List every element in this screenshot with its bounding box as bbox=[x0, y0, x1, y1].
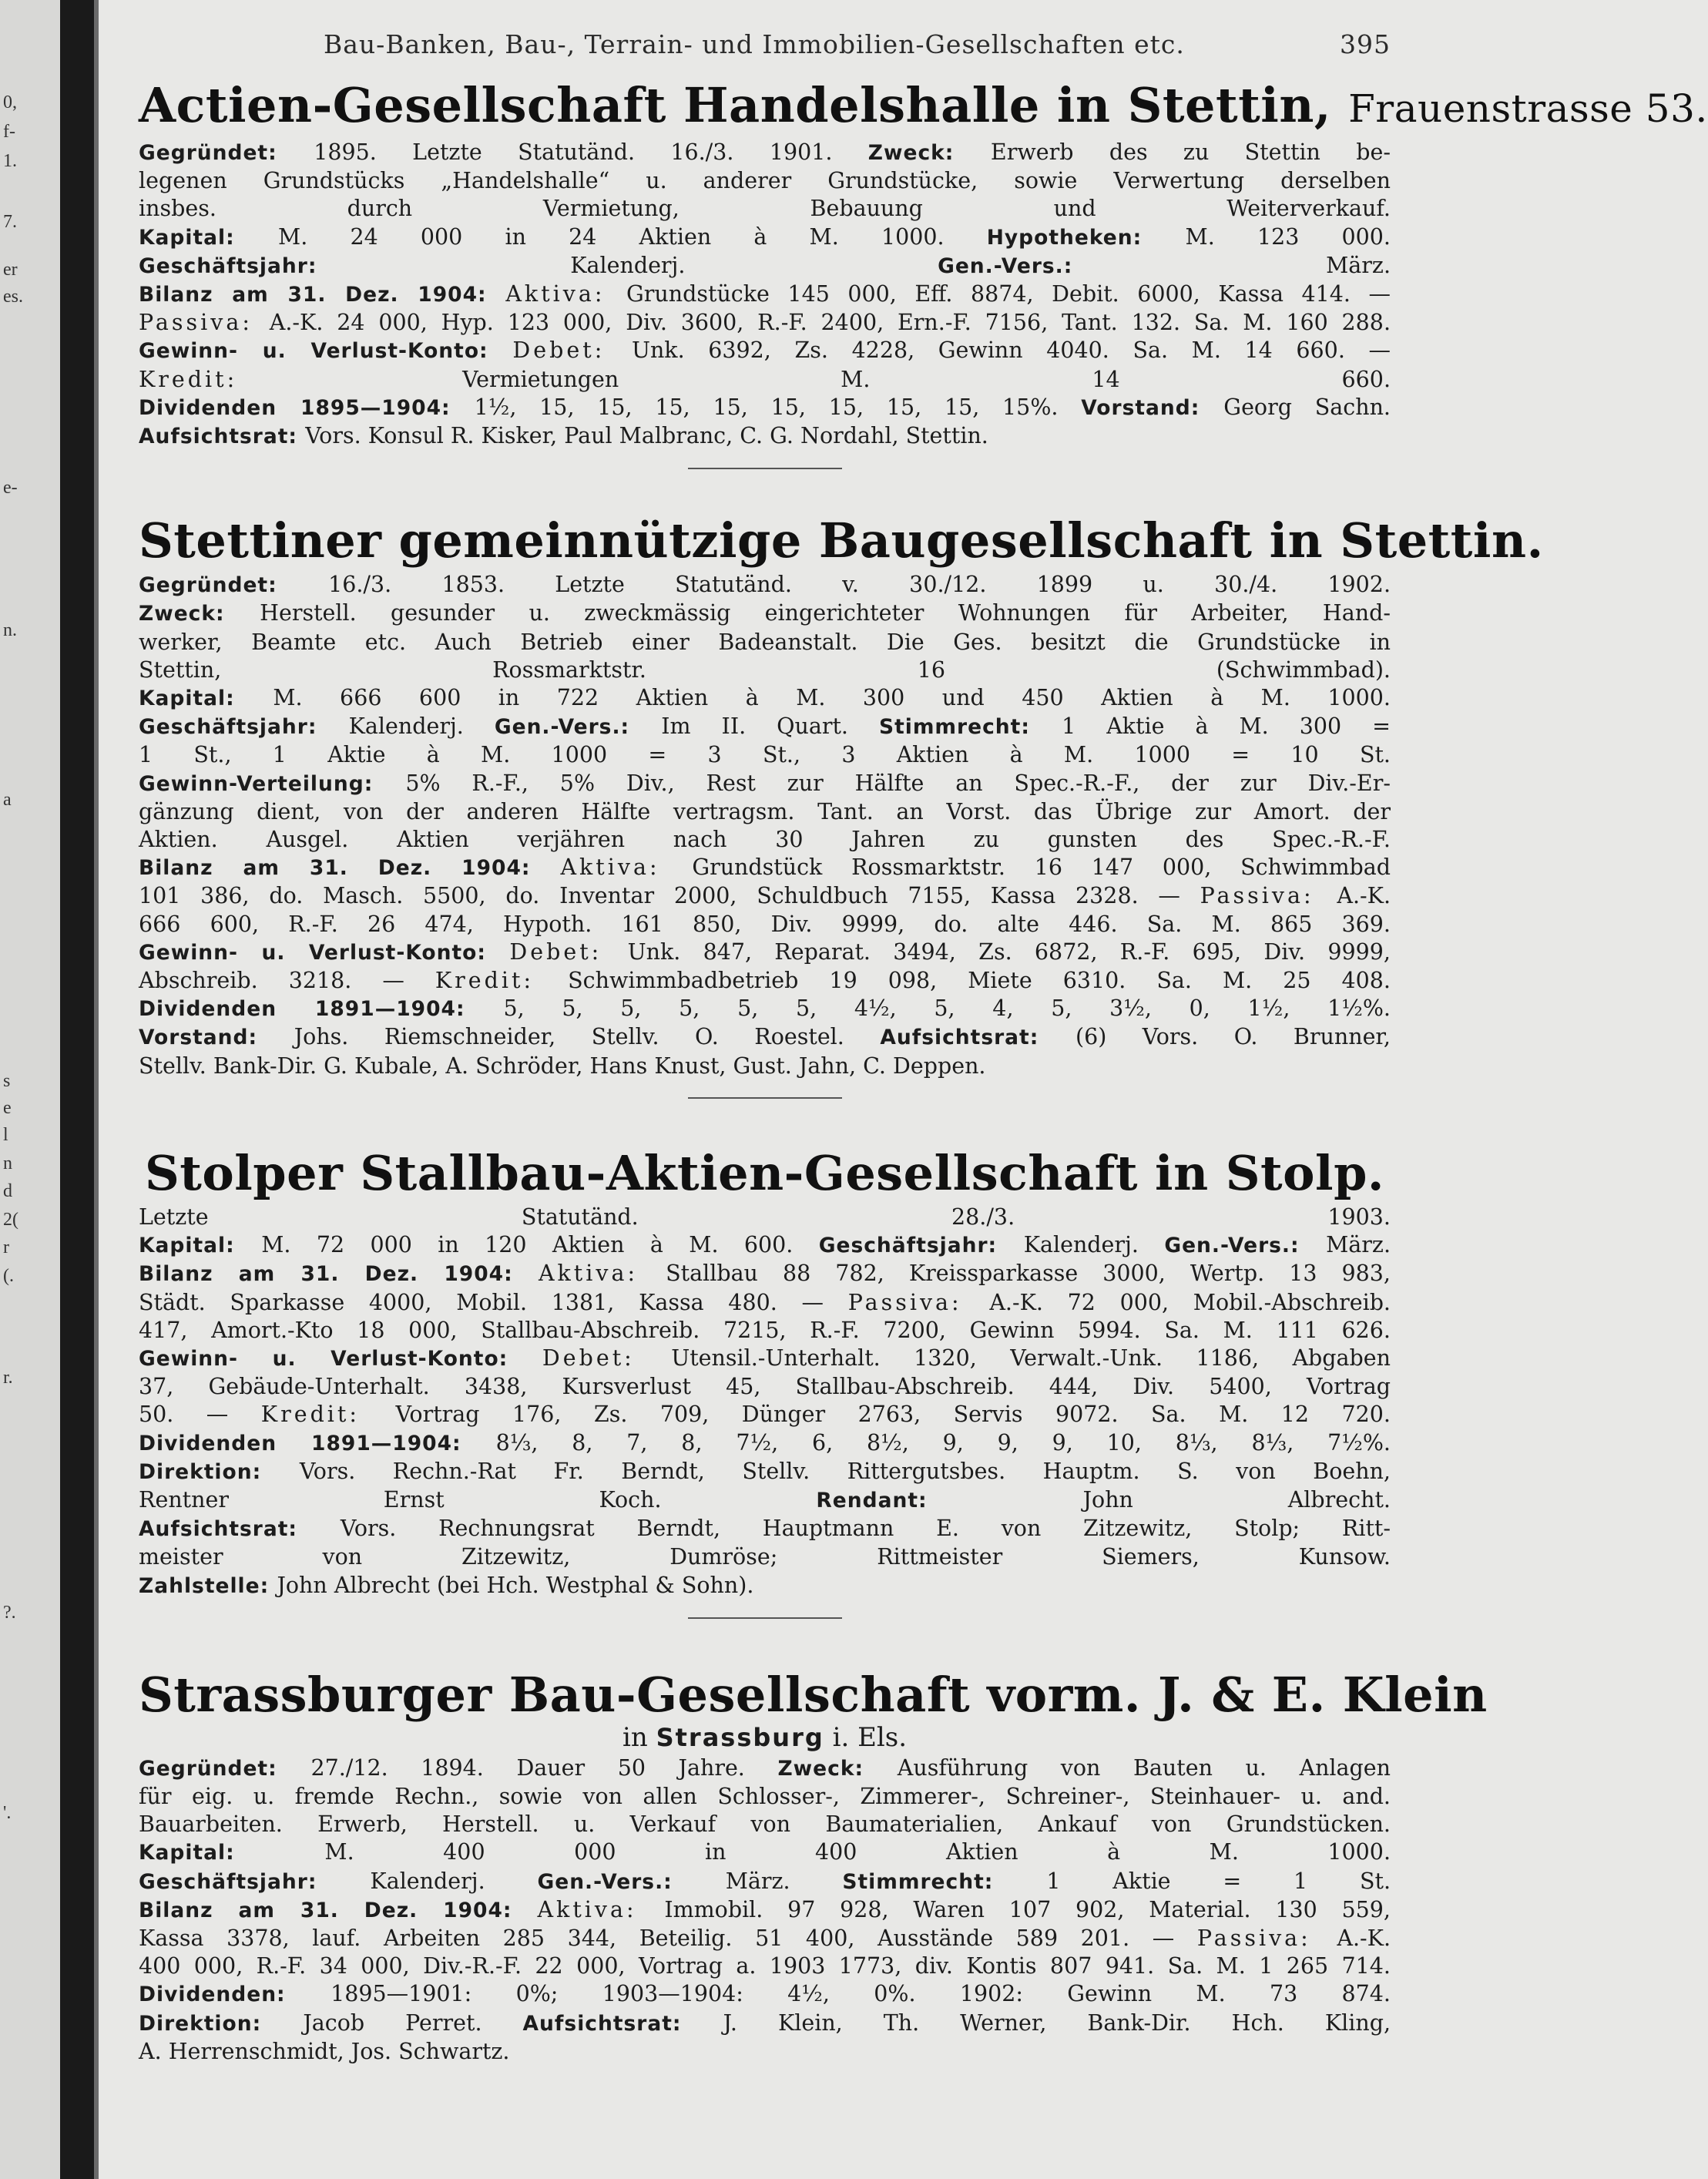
page-number: 395 bbox=[1340, 29, 1391, 59]
field-text: Vortrag 176, Zs. 709, Dünger 2763, Servis 9072. Sa. M. 12 720. bbox=[395, 1402, 1391, 1428]
account-side-label: Passiva: bbox=[1200, 883, 1337, 909]
field-text: M. 123 000. bbox=[1185, 223, 1391, 250]
field-text: 5, 5, 5, 5, 5, 5, 4½, 5, 4, 5, 3½, 0, 1½, 1½%. bbox=[503, 995, 1391, 1022]
facing-page-text-fragment: d bbox=[3, 1181, 12, 1201]
field-text: Kalenderj. bbox=[1023, 1232, 1165, 1258]
account-side-label: Passiva: bbox=[1196, 1925, 1337, 1951]
field-label: Gen.-Vers.: bbox=[494, 715, 662, 740]
text-line bbox=[139, 394, 1391, 422]
field-label: Geschäftsjahr: bbox=[818, 1234, 1024, 1258]
field-text: A. Herrenschmidt, Jos. Schwartz. bbox=[139, 2038, 510, 2064]
text-line bbox=[139, 1486, 1391, 1515]
field-text: gänzung dient, von der anderen Hälfte vertragsm. Tant. an Vorst. das Übrige zur Amort. der bbox=[139, 798, 1391, 824]
field-label: Gewinn-Verteilung: bbox=[139, 771, 406, 796]
field-text: John Albrecht. bbox=[1082, 1486, 1391, 1513]
field-text: Kassa 3378, lauf. Arbeiten 285 344, Beteilig. 51 400, Ausstände 589 201. — bbox=[139, 1925, 1197, 1951]
account-side-label: Aktiva: bbox=[537, 1896, 665, 1922]
text-line bbox=[139, 770, 1391, 798]
field-label: Geschäftsjahr: bbox=[139, 1869, 371, 1894]
field-label: Gen.-Vers.: bbox=[938, 253, 1327, 278]
facing-page-margin bbox=[0, 0, 60, 2179]
entry-stettiner bbox=[139, 511, 1544, 1099]
text-line bbox=[139, 422, 1391, 451]
field-label: Direktion: bbox=[139, 2011, 304, 2036]
facing-page-text-fragment: n bbox=[3, 1153, 12, 1173]
field-text: John Albrecht (bei Hch. Westphal & Sohn). bbox=[277, 1572, 754, 1598]
field-label: Bilanz am 31. Dez. 1904: bbox=[139, 283, 506, 307]
field-text: Vermietungen M. 14 660. bbox=[462, 366, 1391, 392]
field-text: 5% R.-F., 5% Div., Rest zur Hälfte an Spec.-R.-F., der zur Div.-Er- bbox=[405, 770, 1391, 796]
field-label: Dividenden 1891—1904: bbox=[139, 1431, 496, 1455]
facing-page-text-fragment: a bbox=[3, 790, 12, 810]
text-line bbox=[139, 1023, 1391, 1052]
field-text: Vors. Konsul R. Kisker, Paul Malbranc, C. G. Nordahl, Stettin. bbox=[305, 423, 988, 449]
text-line bbox=[139, 713, 1391, 741]
document-page bbox=[139, 29, 1708, 2066]
field-text: M. 400 000 in 400 Aktien à M. 1000. bbox=[324, 1839, 1391, 1865]
field-text: 1½, 15, 15, 15, 15, 15, 15, 15, 15, 15%. bbox=[474, 394, 1082, 420]
entry-body bbox=[139, 571, 1391, 1080]
company-address: Frauenstrasse 53. bbox=[1348, 86, 1708, 131]
field-text: Städt. Sparkasse 4000, Mobil. 1381, Kassa 480. — bbox=[139, 1289, 848, 1315]
text-line bbox=[139, 195, 1391, 223]
field-text: (6) Vors. O. Brunner, bbox=[1075, 1024, 1391, 1050]
text-line bbox=[139, 1543, 1391, 1571]
field-label: Aufsichtsrat: bbox=[880, 1026, 1075, 1050]
field-label: Dividenden 1891—1904: bbox=[139, 997, 504, 1022]
field-text: 50. — bbox=[139, 1402, 261, 1428]
field-text: Immobil. 97 928, Waren 107 902, Material. 130 559, bbox=[664, 1896, 1391, 1922]
field-text: Kalenderj. bbox=[570, 252, 938, 278]
facing-page-text-fragment: es. bbox=[3, 287, 23, 307]
field-text: 101 386, do. Masch. 5500, do. Inventar 2000, Schuldbuch 7155, Kassa 2328. — bbox=[139, 883, 1200, 909]
text-line bbox=[139, 167, 1391, 195]
field-text: 1 Aktie = 1 St. bbox=[1046, 1868, 1391, 1894]
field-text: Kalenderj. bbox=[348, 713, 495, 740]
field-label: Geschäftsjahr: bbox=[139, 715, 349, 740]
field-text: A.-K. bbox=[1337, 1925, 1391, 1951]
page-gutter bbox=[60, 0, 94, 2179]
field-text: legenen Grundstücks „Handelshalle“ u. anderer Grundstücke, sowie Verwertung derselben bbox=[139, 168, 1391, 194]
text-line bbox=[139, 1260, 1391, 1288]
text-line bbox=[139, 1458, 1391, 1486]
text-line bbox=[139, 280, 1391, 309]
field-label: Hypotheken: bbox=[986, 225, 1186, 250]
account-side-label: Debet: bbox=[512, 337, 632, 364]
field-label: Stimmrecht: bbox=[842, 1869, 1047, 1894]
field-text: Grundstücke 145 000, Eff. 8874, Debit. 6000, Kassa 414. — bbox=[626, 281, 1391, 307]
field-label: Gen.-Vers.: bbox=[1164, 1234, 1327, 1258]
field-text: Schwimmbadbetrieb 19 098, Miete 6310. Sa. M. 25 408. bbox=[568, 968, 1391, 994]
text-line bbox=[139, 1204, 1391, 1231]
text-line bbox=[139, 656, 1391, 684]
field-label: Kapital: bbox=[139, 1841, 325, 1865]
field-text: Stallbau 88 782, Kreissparkasse 3000, Wertp. 13 983, bbox=[666, 1261, 1391, 1287]
field-text: J. Klein, Th. Werner, Bank-Dir. Hch. Kling, bbox=[723, 2009, 1391, 2036]
field-text: Erwerb des zu Stettin be- bbox=[990, 139, 1391, 165]
field-text: werker, Beamte etc. Auch Betrieb einer Badeanstalt. Die Ges. besitzt die Grundstücke in bbox=[139, 629, 1391, 655]
company-location: in Strassburg i. Els. bbox=[622, 1721, 908, 1753]
entry-stolper bbox=[139, 1143, 1391, 1619]
text-line bbox=[139, 882, 1391, 910]
text-line bbox=[139, 1429, 1391, 1458]
field-label: Bilanz am 31. Dez. 1904: bbox=[139, 856, 561, 881]
entry-body bbox=[139, 1754, 1391, 2066]
field-text: meister von Zitzewitz, Dumröse; Rittmeister Siemers, Kunsow. bbox=[139, 1544, 1391, 1570]
field-label: Gegründet: bbox=[139, 573, 329, 598]
field-label: Geschäftsjahr: bbox=[139, 253, 571, 278]
text-line bbox=[139, 1952, 1391, 1980]
entry-separator bbox=[688, 468, 842, 469]
text-line bbox=[139, 1401, 1391, 1429]
text-line bbox=[139, 2009, 1391, 2038]
field-text: Grundstück Rossmarktstr. 16 147 000, Schwimmbad bbox=[692, 854, 1391, 881]
field-label: Aufsichtsrat: bbox=[522, 2011, 723, 2036]
entry-body bbox=[139, 1204, 1391, 1600]
field-text: A.-K. bbox=[1337, 883, 1391, 909]
text-line bbox=[139, 1231, 1391, 1260]
field-text: 37, Gebäude-Unterhalt. 3438, Kursverlust 45, Stallbau-Abschreib. 444, Div. 5400, Vortrag bbox=[139, 1374, 1391, 1400]
field-label: Gewinn- u. Verlust-Konto: bbox=[139, 339, 513, 364]
running-head bbox=[139, 29, 1391, 69]
field-text: Herstell. gesunder u. zweckmässig eingerichteter Wohnungen für Arbeiter, Hand- bbox=[260, 600, 1391, 626]
facing-page-text-fragment: e- bbox=[3, 478, 18, 498]
text-line bbox=[139, 938, 1391, 967]
field-label: Dividenden 1895—1904: bbox=[139, 395, 475, 420]
running-head-title: Bau-Banken, Bau-, Terrain- und Immobilien-Gesellschaften etc. bbox=[324, 29, 1185, 59]
entry-separator bbox=[688, 1097, 842, 1099]
field-label: Gewinn- u. Verlust-Konto: bbox=[139, 940, 510, 965]
facing-page-text-fragment: er bbox=[3, 260, 18, 280]
facing-page-text-fragment: 7. bbox=[3, 212, 17, 232]
facing-page-text-fragment: '. bbox=[3, 1803, 12, 1823]
field-text: Abschreib. 3218. — bbox=[139, 968, 435, 994]
field-label: Aufsichtsrat: bbox=[139, 1517, 341, 1542]
field-text: Rentner Ernst Koch. bbox=[139, 1486, 817, 1513]
field-label: Aufsichtsrat: bbox=[139, 425, 306, 449]
text-line bbox=[139, 337, 1391, 365]
text-line bbox=[139, 911, 1391, 938]
field-text: Utensil.-Unterhalt. 1320, Verwalt.-Unk. 1186, Abgaben bbox=[671, 1345, 1391, 1371]
field-text: M. 24 000 in 24 Aktien à M. 1000. bbox=[278, 223, 987, 250]
field-text: Bauarbeiten. Erwerb, Herstell. u. Verkauf von Baumaterialien, Ankauf von Grundstücken. bbox=[139, 1811, 1391, 1838]
field-label: Direktion: bbox=[139, 1459, 300, 1484]
text-line bbox=[139, 1868, 1391, 1896]
facing-page-text-fragment: 1. bbox=[3, 151, 17, 171]
field-text: Johs. Riemschneider, Stellv. O. Roestel. bbox=[294, 1024, 881, 1050]
field-label: Vorstand: bbox=[139, 1026, 294, 1050]
text-line bbox=[139, 1811, 1391, 1838]
account-side-label: Debet: bbox=[509, 938, 628, 965]
field-label: Dividenden: bbox=[139, 1983, 331, 2007]
text-line bbox=[139, 1515, 1391, 1543]
text-line bbox=[139, 995, 1391, 1023]
account-side-label: Debet: bbox=[542, 1345, 672, 1371]
field-text: Aktien. Ausgel. Aktien verjähren nach 30 Jahren zu gunsten des Spec.-R.-F. bbox=[139, 827, 1391, 853]
field-label: Bilanz am 31. Dez. 1904: bbox=[139, 1262, 539, 1287]
account-side-label: Passiva: bbox=[139, 310, 270, 336]
facing-page-text-fragment: s bbox=[3, 1071, 11, 1091]
text-line bbox=[139, 139, 1391, 167]
field-label: Zweck: bbox=[867, 141, 991, 165]
field-text: 1 Aktie à M. 300 = bbox=[1062, 713, 1391, 740]
field-text: insbes. durch Vermietung, Bebauung und Weiterverkauf. bbox=[139, 196, 1391, 222]
text-line bbox=[139, 741, 1391, 769]
field-text: Vors. Rechnungsrat Berndt, Hauptmann E. von Zitzewitz, Stolp; Ritt- bbox=[340, 1516, 1391, 1542]
text-line bbox=[139, 309, 1391, 337]
facing-page-text-fragment: l bbox=[3, 1125, 8, 1145]
field-label: Zweck: bbox=[777, 1756, 898, 1781]
field-text: Vors. Rechn.-Rat Fr. Berndt, Stellv. Rittergutsbes. Hauptm. S. von Boehn, bbox=[299, 1458, 1391, 1484]
text-line bbox=[139, 1896, 1391, 1925]
facing-page-text-fragment: f- bbox=[3, 122, 15, 142]
account-side-label: Aktiva: bbox=[505, 281, 627, 307]
field-text: 1895—1901: 0%; 1903—1904: 4½, 0%. 1902: Gewinn M. 73 874. bbox=[331, 1981, 1391, 2007]
account-side-label: Kredit: bbox=[435, 968, 569, 994]
facing-page-text-fragment: ?. bbox=[3, 1603, 16, 1623]
entry-strassburger bbox=[139, 1665, 1488, 2066]
field-label: Stimmrecht: bbox=[878, 715, 1062, 740]
field-text: Unk. 6392, Zs. 4228, Gewinn 4040. Sa. M. 14 660. — bbox=[631, 337, 1391, 364]
entry-body bbox=[139, 139, 1391, 451]
facing-page-text-fragment: 0, bbox=[3, 92, 17, 112]
text-line bbox=[139, 1783, 1391, 1811]
field-text: Ausführung von Bauten u. Anlagen bbox=[897, 1754, 1391, 1781]
field-label: Kapital: bbox=[139, 225, 279, 250]
field-text: Jacob Perret. bbox=[303, 2009, 523, 2036]
facing-page-text-fragment: 2( bbox=[3, 1210, 18, 1230]
text-line bbox=[139, 1289, 1391, 1317]
field-label: Kapital: bbox=[139, 687, 273, 711]
account-side-label: Aktiva: bbox=[560, 854, 693, 881]
field-text: M. 72 000 in 120 Aktien à M. 600. bbox=[261, 1232, 819, 1258]
company-title: Stolper Stallbau-Aktien-Gesellschaft in Stolp. bbox=[144, 1144, 1385, 1201]
field-text: A.-K. 24 000, Hyp. 123 000, Div. 3600, R.-F. 2400, Ern.-F. 7156, Tant. 132. Sa. M. 160 288. bbox=[269, 310, 1391, 336]
field-label: Kapital: bbox=[139, 1234, 262, 1258]
field-text: Kalenderj. bbox=[370, 1868, 538, 1894]
text-line bbox=[139, 1980, 1391, 2009]
field-text: 400 000, R.-F. 34 000, Div.-R.-F. 22 000, Vortrag a. 1903 1773, div. Kontis 807 941. Sa. M. 1 265 714. bbox=[139, 1953, 1391, 1979]
field-label: Rendant: bbox=[816, 1488, 1083, 1513]
field-label: Gegründet: bbox=[139, 1756, 311, 1781]
field-label: Bilanz am 31. Dez. 1904: bbox=[139, 1898, 538, 1922]
text-line bbox=[139, 798, 1391, 826]
text-line bbox=[139, 366, 1391, 394]
text-line bbox=[139, 1838, 1391, 1867]
field-label: Gegründet: bbox=[139, 141, 314, 165]
facing-page-text-fragment: n. bbox=[3, 620, 17, 640]
facing-page-text-fragment: r. bbox=[3, 1368, 13, 1388]
entry-handelshalle bbox=[139, 76, 1708, 469]
text-line bbox=[139, 223, 1391, 252]
facing-page-text-fragment: e bbox=[3, 1098, 12, 1118]
account-side-label: Kredit: bbox=[260, 1402, 396, 1428]
text-line bbox=[139, 252, 1391, 280]
field-text: Stettin, Rossmarktstr. 16 (Schwimmbad). bbox=[139, 656, 1391, 683]
text-line bbox=[139, 854, 1391, 882]
field-text: 1 St., 1 Aktie à M. 1000 = 3 St., 3 Aktien à M. 1000 = 10 St. bbox=[139, 742, 1391, 768]
account-side-label: Kredit: bbox=[139, 366, 463, 392]
company-title: Stettiner gemeinnützige Baugesellschaft in Stettin. bbox=[139, 512, 1544, 569]
facing-page-text-fragment: r bbox=[3, 1237, 9, 1257]
field-text: März. bbox=[725, 1868, 843, 1894]
field-text: März. bbox=[1326, 1232, 1391, 1258]
field-text: Georg Sachn. bbox=[1223, 394, 1391, 420]
field-text: 417, Amort.-Kto 18 000, Stallbau-Abschreib. 7215, R.-F. 7200, Gewinn 5994. Sa. M. 111 626. bbox=[139, 1317, 1391, 1343]
field-label: Gewinn- u. Verlust-Konto: bbox=[139, 1346, 542, 1371]
field-label: Zahlstelle: bbox=[139, 1573, 277, 1598]
field-text: Im II. Quart. bbox=[661, 713, 879, 740]
facing-page-text-fragment: (. bbox=[3, 1266, 14, 1286]
text-line bbox=[139, 571, 1391, 599]
field-text: 16./3. 1853. Letzte Statutänd. v. 30./12. 1899 u. 30./4. 1902. bbox=[328, 572, 1391, 598]
field-text: 1895. Letzte Statutänd. 16./3. 1901. bbox=[314, 139, 868, 165]
account-side-label: Aktiva: bbox=[538, 1261, 666, 1287]
text-line bbox=[139, 599, 1391, 628]
field-label: Vorstand: bbox=[1081, 395, 1224, 420]
company-title: Actien-Gesellschaft Handelshalle in Stettin, Frauenstrasse 53. bbox=[139, 77, 1708, 133]
text-line bbox=[139, 2038, 1391, 2066]
field-text: für eig. u. fremde Rechn., sowie von allen Schlosser-, Zimmerer-, Schreiner-, Steinhauer- u. and. bbox=[139, 1783, 1391, 1809]
text-line bbox=[139, 1345, 1391, 1373]
field-label: Zweck: bbox=[139, 602, 260, 626]
account-side-label: Passiva: bbox=[847, 1289, 990, 1315]
text-line bbox=[139, 1925, 1391, 1952]
location-city: Strassburg bbox=[656, 1722, 824, 1752]
text-line bbox=[139, 684, 1391, 713]
entry-separator bbox=[688, 1617, 842, 1619]
text-line bbox=[139, 1754, 1391, 1783]
field-text: 666 600, R.-F. 26 474, Hypoth. 161 850, Div. 9999, do. alte 446. Sa. M. 865 369. bbox=[139, 911, 1391, 937]
field-label: Gen.-Vers.: bbox=[537, 1869, 726, 1894]
text-line bbox=[139, 1317, 1391, 1345]
field-text: A.-K. 72 000, Mobil.-Abschreib. bbox=[989, 1289, 1391, 1315]
text-line bbox=[139, 967, 1391, 995]
field-text: 27./12. 1894. Dauer 50 Jahre. bbox=[310, 1754, 778, 1781]
field-text: 8⅓, 8, 7, 8, 7½, 6, 8½, 9, 9, 9, 10, 8⅓, 8⅓, 7½%. bbox=[495, 1429, 1391, 1455]
text-line bbox=[139, 1373, 1391, 1401]
field-text: M. 666 600 in 722 Aktien à M. 300 und 450 Aktien à M. 1000. bbox=[273, 685, 1391, 711]
field-text: Letzte Statutänd. 28./3. 1903. bbox=[139, 1204, 1391, 1230]
text-line bbox=[139, 629, 1391, 656]
text-line bbox=[139, 1053, 1391, 1080]
field-text: März. bbox=[1326, 252, 1391, 278]
text-line bbox=[139, 826, 1391, 854]
field-text: Stellv. Bank-Dir. G. Kubale, A. Schröder, Hans Knust, Gust. Jahn, C. Deppen. bbox=[139, 1053, 986, 1079]
company-title: Strassburger Bau-Gesellschaft vorm. J. & E. Klein bbox=[139, 1666, 1488, 1723]
field-text: Unk. 847, Reparat. 3494, Zs. 6872, R.-F. 695, Div. 9999, bbox=[627, 938, 1391, 965]
text-line bbox=[139, 1572, 1391, 1600]
